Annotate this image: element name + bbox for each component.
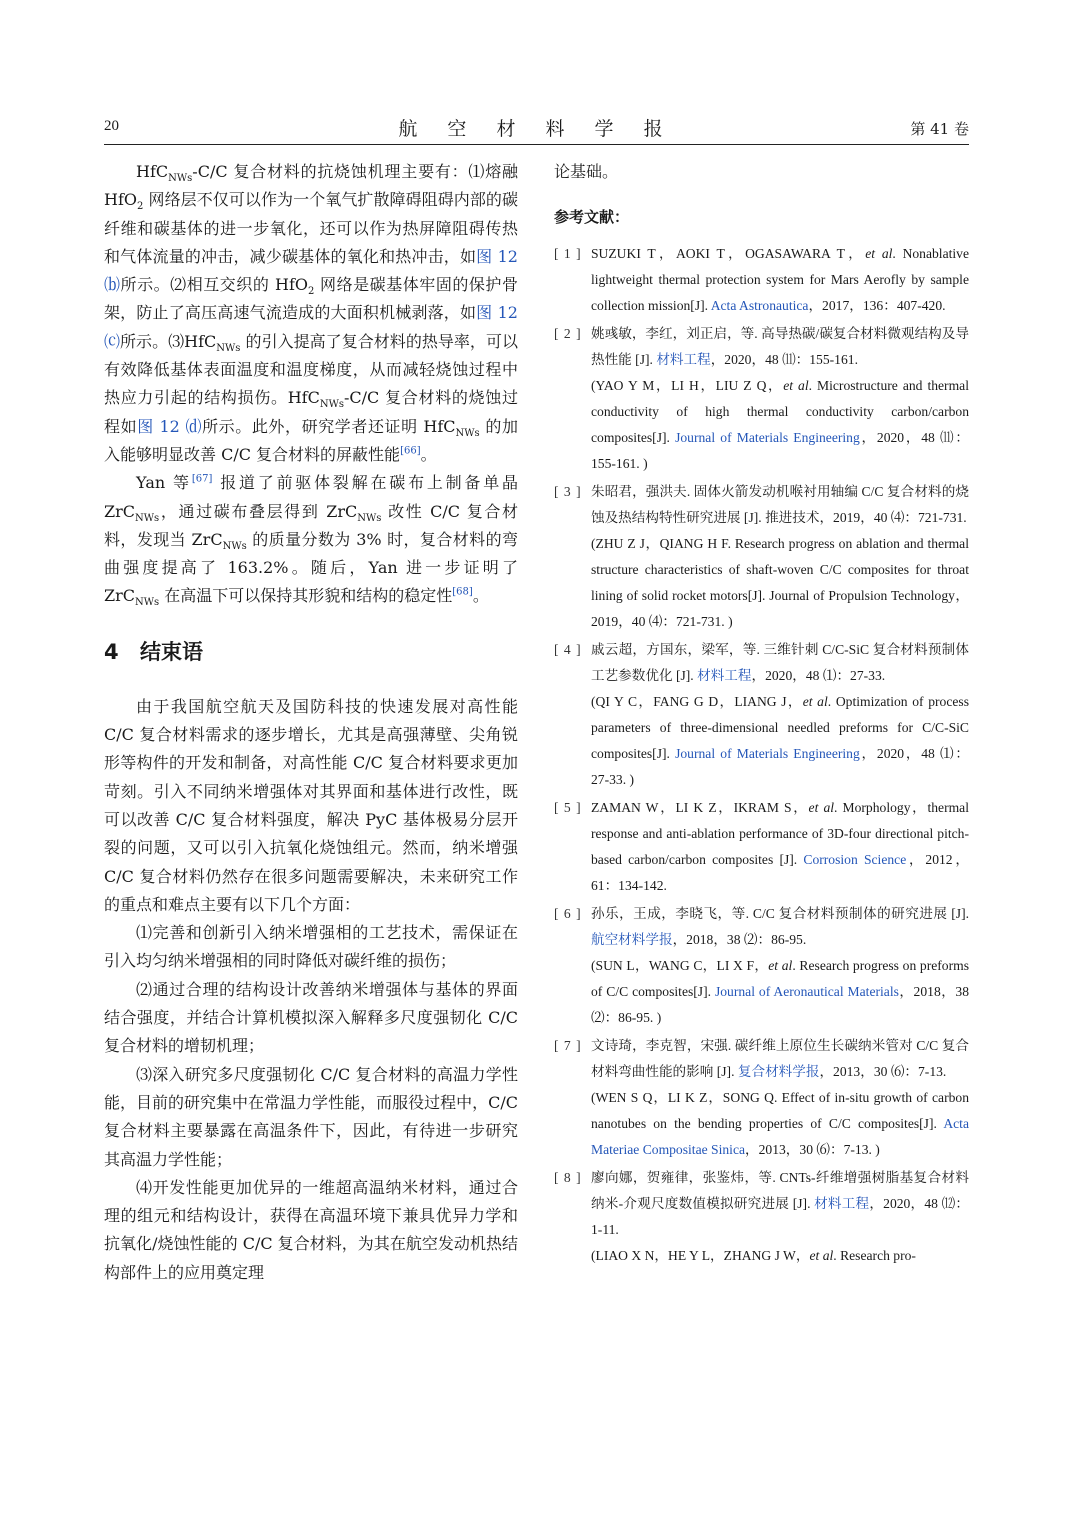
reference-english: (ZHU Z J，QIANG H F. Research progress on ablation and thermal structure characteristics of shaft-woven C/C composites for throat lining of solid rocket motors[J]. Journal of Propulsion Technology，2019，40 ⑷：721-731. ) (591, 536, 969, 629)
journal-link[interactable]: Journal of Materials Engineering (675, 746, 860, 761)
text: ，2020，48 ⑴：27-33. (751, 668, 886, 683)
et-al: et al (802, 694, 828, 709)
text: 的引入提高了复合材料的热导率，可以有效降低基体表面温度和温度梯度，从而减轻烧蚀过程中热应力引起的结构损伤。HfC (104, 331, 518, 408)
subscript: NWs (319, 399, 345, 411)
citation-66[interactable]: [66] (400, 445, 421, 457)
reference-3 (554, 479, 969, 635)
citation-68[interactable]: [68] (452, 587, 473, 599)
text: . Optimization of process parameters of three-dimensional needled preforms for C/C-SiC composites[J]. (591, 694, 969, 761)
journal-link[interactable]: 材料工程 (697, 668, 752, 683)
text: 改性 C/C 复合材料，发现当 ZrC (104, 501, 518, 549)
subscript: NWs (216, 342, 241, 354)
text: . Research progress on preforms of C/C composites[J]. (591, 958, 969, 999)
reference-number: [ 7 ] (554, 1038, 582, 1053)
section-title: 结束语 (140, 639, 203, 664)
subscript: NWs (222, 541, 247, 553)
subscript: NWs (135, 512, 160, 524)
journal-link[interactable]: Journal of Materials Engineering (675, 430, 860, 445)
text: ，2018，38 ⑵：86-95. (672, 932, 807, 947)
paragraph-conclusion-intro: 由于我国航空航天及国防科技的快速发展对高性能 C/C 复合材料需求的逐步增长，尤其是高强薄壁、尖角锐形等构件的开发和制备，对高性能 C/C 复合材料要求更加苛刻。引入不同纳米增强体对其界面和基体进行改性，既可以改善 C/C 复合材料强度，解决 PyC 基体极易分层开裂的问题，又可以引入抗氧化烧蚀组元。然而，纳米增强 C/C 复合材料仍然存在很多问题需要解决，未来研究工作的重点和难点主要有以下几个方面： (104, 696, 518, 914)
text: . Research pro- (833, 1248, 916, 1263)
subscript: 2 (308, 286, 315, 298)
paragraph-point-3: ⑶深入研究多尺度强韧化 C/C 复合材料的高温力学性能，目前的研究集中在常温力学性能，而服役过程中，C/C 复合材料主要暴露在高温条件下，因此，有待进一步研究其高温力学性能； (104, 1064, 518, 1169)
text: ，2012，61：134-142. (591, 852, 969, 893)
journal-link[interactable]: Corrosion Science (803, 852, 907, 867)
text: 文诗琦，李克智，宋强. 碳纤维上原位生长碳纳米管对 C/C 复合材料弯曲性能的影响 [J]. (591, 1038, 969, 1079)
text: ，2020，48 ⑾：155-161. ) (591, 430, 969, 471)
journal-title: 航 空 材 料 学 报 (398, 118, 675, 140)
text: Yan 等 (136, 473, 192, 493)
text: . Morphology，thermal response and anti-ablation performance of 3D-four directional pitch-based carbon/carbon composites [J]. (591, 800, 969, 867)
text: ZAMAN W，LI K Z，IKRAM S， (591, 800, 809, 815)
text: ，2018，38 ⑵：86-95. ) (591, 984, 970, 1025)
paragraph-point-4: ⑷开发性能更加优异的一维超高温纳米材料，通过合理的组元和结构设计，获得在高温环境下兼具优异力学和抗氧化/烧蚀性能的 C/C 复合材料，为其在航空发动机热结构部件上的应用奠定理 (104, 1177, 518, 1282)
text: 的加入能够明显改善 C/C 复合材料的屏蔽性能 (104, 416, 518, 464)
reference-number: [ 2 ] (554, 326, 582, 341)
section-heading (104, 637, 518, 667)
journal-link[interactable]: 复合材料学报 (737, 1064, 820, 1079)
journal-link[interactable]: 材料工程 (656, 352, 711, 367)
figure-link-12c[interactable]: 图 12 ⒞ (104, 303, 518, 351)
et-al: et al (865, 246, 893, 261)
text: ，2017，136：407-420. (808, 298, 946, 313)
text: (LIAO X N，HE Y L，ZHANG J W， (591, 1248, 810, 1263)
volume-label: 第 41 卷 (910, 120, 969, 138)
reference-english (591, 1085, 969, 1163)
text: 。 (420, 444, 437, 464)
reference-number: [ 4 ] (554, 642, 582, 657)
page-number: 20 (104, 118, 119, 134)
reference-english (591, 1243, 969, 1269)
section-number: 4 (104, 639, 119, 664)
text: HfC (136, 162, 169, 181)
text: 廖向娜，贺雍律，张鉴炜，等. CNTs-纤维增强树脂基复合材料纳米-介观尺度数值模拟研究进展 [J]. (591, 1170, 969, 1211)
page-header (104, 112, 969, 145)
reference-2 (554, 321, 969, 477)
et-al: et al (768, 958, 793, 973)
text: ，2020，48 ⑿：1-11. (591, 1196, 969, 1237)
text: (YAO Y M，LI H，LIU Z Q， (591, 378, 784, 393)
text: 所示。⑶HfC (120, 331, 217, 351)
text: 姚彧敏，李红，刘正启，等. 高导热碳/碳复合材料微观结构及导热性能 [J]. (591, 326, 969, 367)
reference-number: [ 5 ] (554, 800, 582, 815)
text: 。 (472, 586, 489, 606)
text: 报道了前驱体裂解在碳布上制备单晶 ZrC (104, 473, 518, 521)
et-al: et al (808, 800, 835, 815)
text: 网络是碳基体牢固的保护骨架，防止了高压高速气流造成的大面积机械剥落，如 (104, 275, 518, 323)
reference-6 (554, 901, 969, 1031)
journal-link[interactable]: 材料工程 (814, 1196, 870, 1211)
reference-8 (554, 1165, 969, 1269)
paragraph-point-2: ⑵通过合理的结构设计改善纳米增强体与基体的界面结合强度，并结合计算机模拟深入解释多尺度强韧化 C/C 复合材料的增韧机理； (104, 979, 518, 1056)
subscript: 2 (137, 201, 144, 213)
reference-number: [ 8 ] (554, 1170, 582, 1185)
et-al: et al (809, 1248, 834, 1263)
text: ，2013，30 ⑹：7-13. ) (745, 1142, 880, 1157)
reference-7 (554, 1033, 969, 1163)
text: 所示。此外，研究学者还证明 HfC (202, 416, 456, 436)
reference-5 (554, 795, 969, 899)
text: -C/C 复合材料的抗烧蚀机理主要有：⑴熔融 HfO (104, 162, 518, 210)
reference-number: [ 6 ] (554, 906, 582, 921)
text: ，通过碳布叠层得到 ZrC (159, 501, 358, 521)
text: ，2020，48 ⑾：155-161. (710, 352, 858, 367)
figure-link-12d[interactable]: 图 12 ⒟ (137, 416, 203, 436)
text: -C/C 复合材料的烧蚀过程如 (104, 388, 518, 436)
journal-link[interactable]: Acta Materiae Compositae Sinica (591, 1116, 969, 1157)
paragraph-point-1: ⑴完善和创新引入纳米增强相的工艺技术，需保证在引入均匀纳米增强相的同时降低对碳纤维的损伤； (104, 923, 518, 971)
text: 戚云超，方国东，梁军，等. 三维针刺 C/C-SiC 复合材料预制体工艺参数优化 [J]. (591, 642, 969, 683)
reference-number: [ 1 ] (554, 246, 582, 261)
et-al: et al (783, 378, 809, 393)
reference-english (591, 373, 969, 477)
journal-link[interactable]: Acta Astronautica (710, 298, 809, 313)
paragraph-zrc-yan (104, 469, 518, 610)
paragraph-hfc-mechanism (104, 158, 518, 469)
journal-link[interactable]: 航空材料学报 (591, 932, 673, 947)
text: ，2013，30 ⑹：7-13. (819, 1064, 947, 1079)
text: 所示。⑵相互交织的 HfO (120, 275, 309, 295)
text: 朱昭君，强洪夫. 固体火箭发动机喉衬用轴编 C/C 复合材料的烧蚀及热结构特性研究进展 [J]. 推进技术，2019，40 ⑷：721-731. (591, 484, 969, 525)
left-column (104, 158, 518, 1287)
figure-link-12b[interactable]: 图 12 ⒝ (104, 246, 518, 295)
reference-number: [ 3 ] (554, 484, 582, 499)
subscript: NWs (135, 597, 160, 609)
text: 网络层不仅可以作为一个氧气扩散障碍阻碍内部的碳纤维和碳基体的进一步氧化，还可以作为热屏障阻碍传热和气体流量的冲击，减少碳基体的氧化和热冲击，如 (104, 190, 518, 266)
reference-english (591, 953, 969, 1031)
text: (SUN L，WANG C，LI X F， (591, 958, 769, 973)
references-title: 参考文献： (554, 208, 630, 226)
reference-1 (554, 241, 969, 319)
journal-link[interactable]: Journal of Aeronautical Materials (714, 984, 899, 999)
text: . Microstructure and thermal conductivity of high thermal conductivity carbon/carbon composites[J]. (591, 378, 969, 445)
citation-67[interactable]: [67] (191, 473, 213, 485)
text: 在高温下可以保持其形貌和结构的稳定性 (159, 586, 453, 606)
text: 孙乐，王成，李晓飞，等. C/C 复合材料预制体的研究进展 [J]. (591, 906, 969, 921)
paragraph-continuation: 论基础。 (554, 162, 619, 181)
text: . Nonablative lightweight thermal protection system for Mars Aerofly by sample collection mission[J]. (591, 246, 970, 313)
subscript: NWs (357, 512, 382, 524)
right-column (554, 158, 969, 1271)
text: (WEN S Q，LI K Z，SONG Q. Effect of in-situ growth of carbon nanotubes on the bending properties of C/C composites[J]. (591, 1090, 969, 1131)
text: ，2020，48 ⑴：27-33. ) (591, 746, 969, 787)
text: (QI Y C，FANG G D，LIANG J， (591, 694, 803, 709)
reference-4 (554, 637, 969, 793)
reference-english (591, 689, 969, 793)
text: 的质量分数为 3% 时，复合材料的弯曲强度提高了 163.2%。随后，Yan 进一步证明了 ZrC (104, 529, 518, 606)
subscript: NWs (168, 173, 193, 185)
subscript: NWs (455, 427, 480, 439)
text: SUZUKI T，AOKI T，OGASAWARA T， (591, 246, 866, 261)
